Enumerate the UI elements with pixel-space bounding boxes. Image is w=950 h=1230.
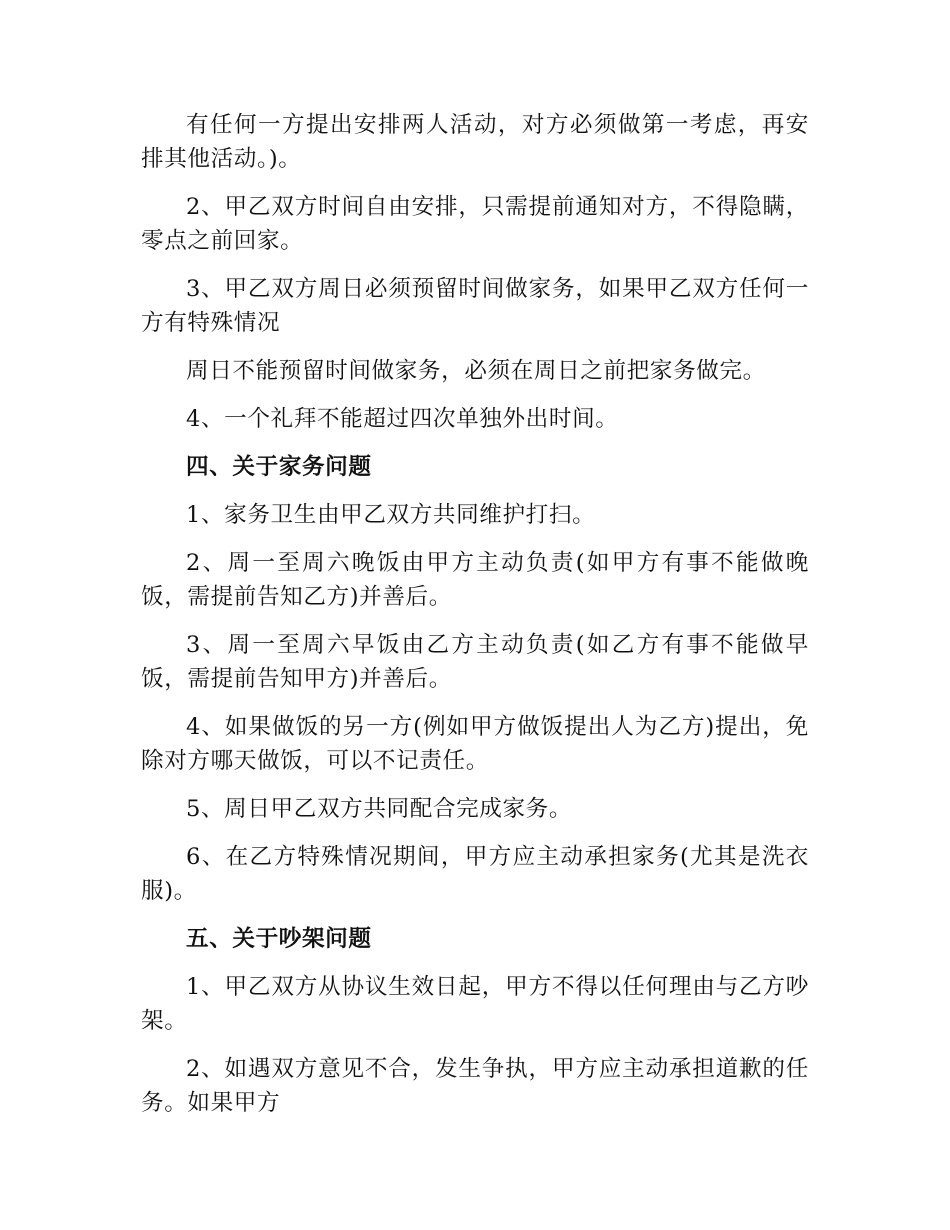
paragraph: 4、一个礼拜不能超过四次单独外出时间。 [186,406,619,432]
paragraph: 周日不能预留时间做家务，必须在周日之前把家务做完。 [186,358,766,384]
paragraph: 2、周一至周六晚饭由甲方主动负责(如甲方有事不能做晚饭，需提前告知乙方)并善后。 [141,550,809,610]
paragraph: 2、如遇双方意见不合，发生争执，甲方应主动承担道歉的任务。如果甲方 [141,1056,809,1116]
paragraph: 3、甲乙双方周日必须预留时间做家务，如果甲乙双方任何一方有特殊情况 [141,276,809,336]
document-body [141,108,809,1134]
paragraph: 2、甲乙双方时间自由安排，只需提前通知对方，不得隐瞒，零点之前回家。 [141,194,809,254]
paragraph: 1、家务卫生由甲乙双方共同维护打扫。 [186,502,596,528]
paragraph: 1、甲乙双方从协议生效日起，甲方不得以任何理由与乙方吵架。 [141,974,809,1034]
paragraph: 4、如果做饭的另一方(例如甲方做饭提出人为乙方)提出，免除对方哪天做饭，可以不记责任。 [141,714,809,774]
section-heading-housework: 四、关于家务问题 [186,454,372,480]
paragraph: 有任何一方提出安排两人活动，对方必须做第一考虑，再安排其他活动。)。 [141,112,809,172]
paragraph: 5、周日甲乙双方共同配合完成家务。 [186,796,573,822]
paragraph: 3、周一至周六早饭由乙方主动负责(如乙方有事不能做早饭，需提前告知甲方)并善后。 [141,632,809,692]
paragraph: 6、在乙方特殊情况期间，甲方应主动承担家务(尤其是洗衣服)。 [141,844,809,904]
section-heading-quarrel: 五、关于吵架问题 [186,926,372,952]
